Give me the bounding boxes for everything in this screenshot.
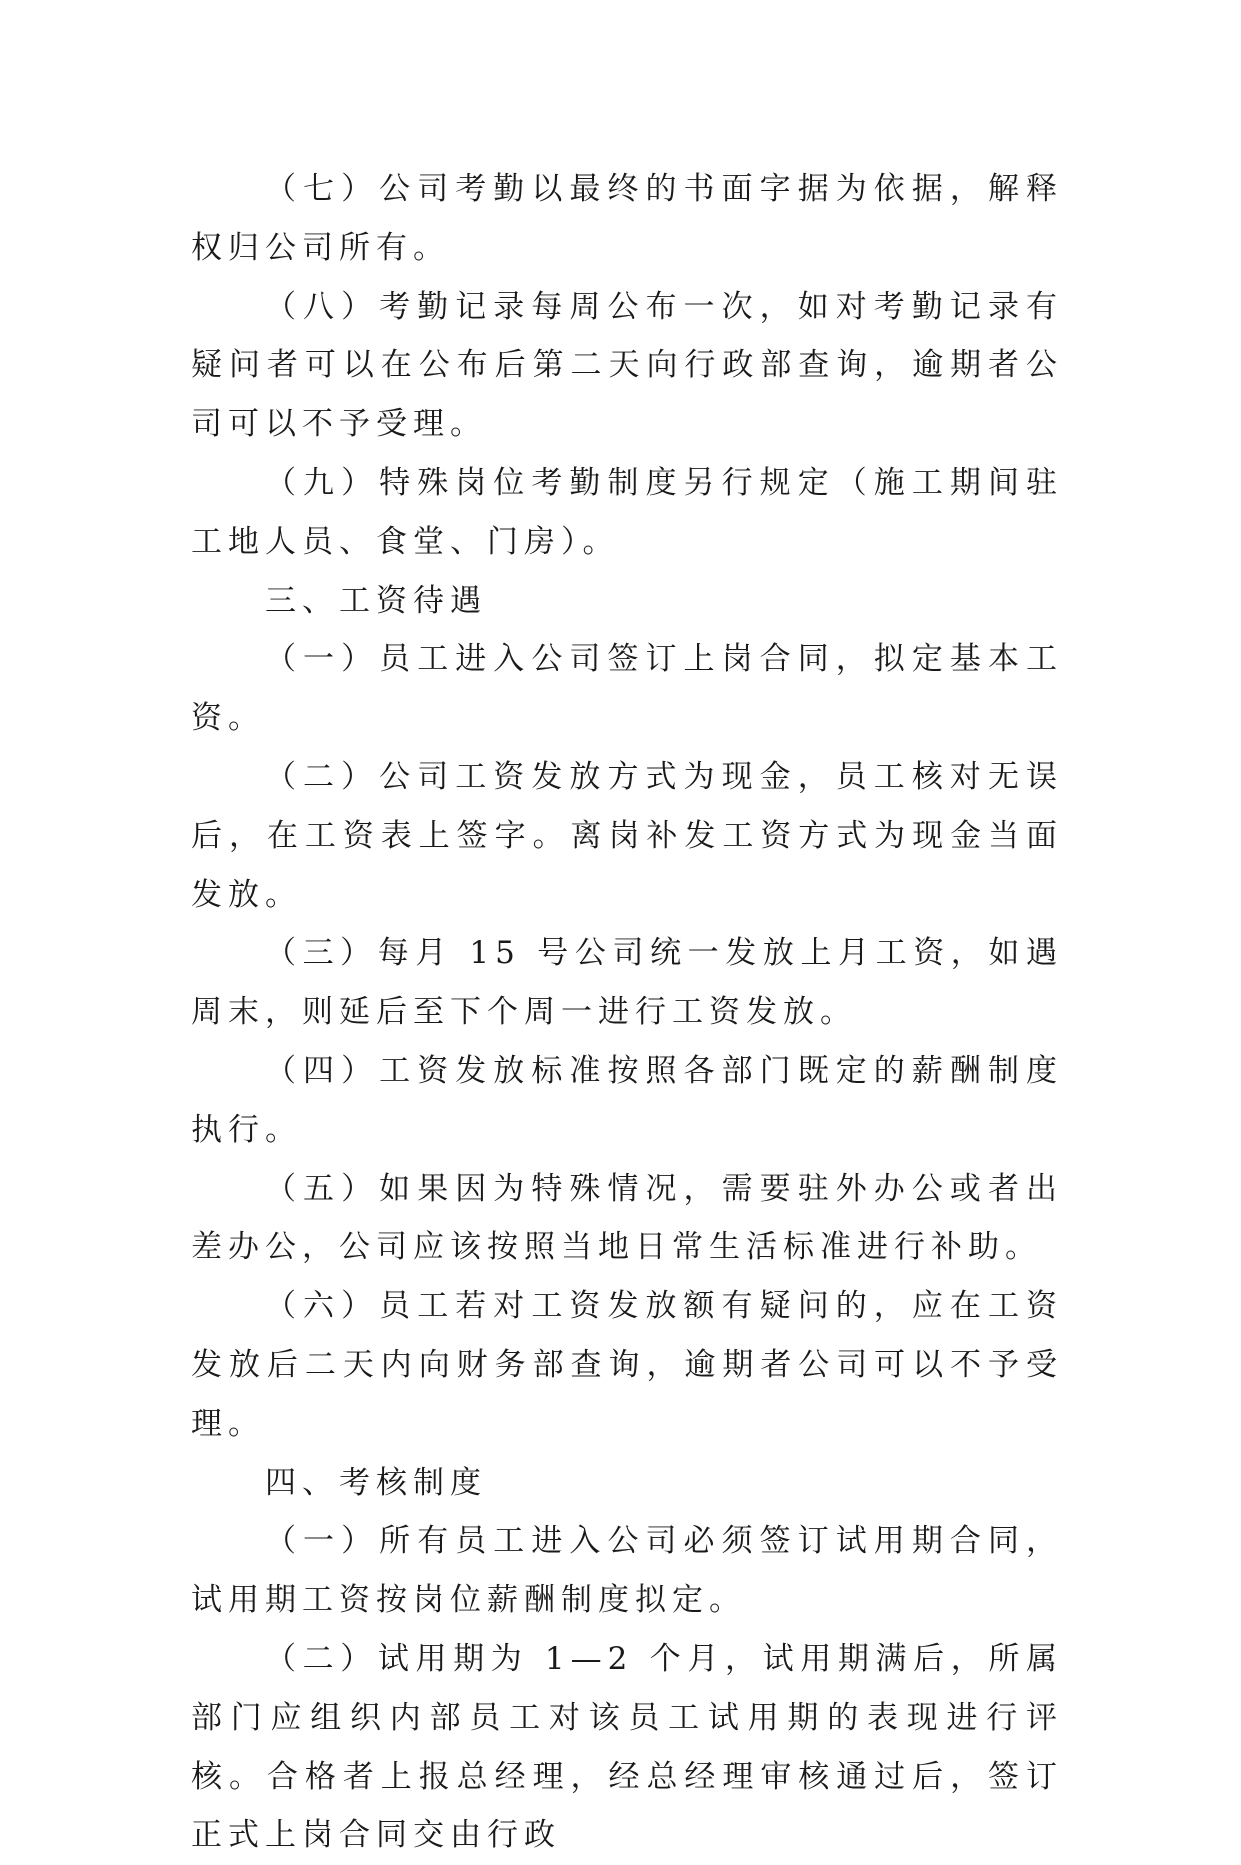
section-heading-salary: 三、工资待遇 <box>265 582 487 619</box>
assessment-clause-1: （一）所有员工进入公司必须签订试用期合同，试用期工资按岗位薪酬制度拟定。 <box>191 1523 1063 1619</box>
salary-clause-4: （四）工资发放标准按照各部门既定的薪酬制度执行。 <box>191 1052 1063 1148</box>
salary-clause-1: （一）员工进入公司签订上岗合同，拟定基本工资。 <box>191 641 1063 737</box>
section-heading-assessment: 四、考核制度 <box>265 1464 487 1501</box>
document-body <box>191 160 1063 1865</box>
salary-clause-6: （六）员工若对工资发放额有疑问的，应在工资发放后二天内向财务部查询，逾期者公司可以不予受理。 <box>191 1288 1063 1442</box>
assessment-clause-2: （二）试用期为 1—2 个月，试用期满后，所属部门应组织内部员工对该员工试用期的表现进行评核。合格者上报总经理，经总经理审核通过后，签订正式上岗合同交由行政 <box>191 1640 1063 1854</box>
attendance-clause-8: （八）考勤记录每周公布一次，如对考勤记录有疑问者可以在公布后第二天向行政部查询，逾期者公司可以不予受理。 <box>191 288 1063 443</box>
salary-clause-2: （二）公司工资发放方式为现金，员工核对无误后，在工资表上签字。离岗补发工资方式为现金当面发放。 <box>191 758 1063 913</box>
attendance-clause-7: （七）公司考勤以最终的书面字据为依据，解释权归公司所有。 <box>191 171 1063 266</box>
attendance-clause-9: （九）特殊岗位考勤制度另行规定（施工期间驻工地人员、食堂、门房）。 <box>191 464 1063 560</box>
salary-clause-3: （三）每月 15 号公司统一发放上月工资，如遇周末，则延后至下个周一进行工资发放。 <box>191 935 1063 1031</box>
salary-clause-5: （五）如果因为特殊情况，需要驻外办公或者出差办公，公司应该按照当地日常生活标准进行补助。 <box>191 1170 1063 1266</box>
